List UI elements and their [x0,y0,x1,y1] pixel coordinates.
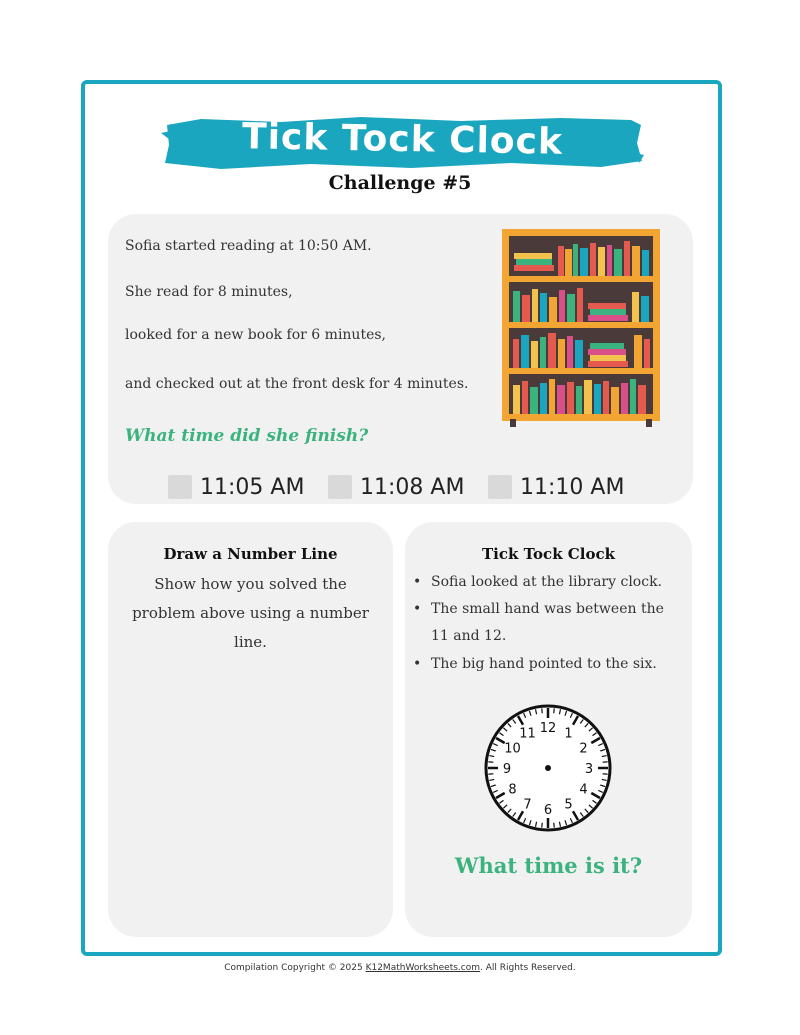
clock-clue: • The small hand was between the 11 and 12. [413,596,683,650]
clock-number: 10 [504,741,521,757]
clock-clue: • Sofia looked at the library clock. [413,569,683,596]
problem-line: looked for a new book for 6 minutes, [125,327,386,343]
minute-tick [603,762,608,763]
minute-tick [542,823,543,828]
problem-question: What time did she finish? [125,426,369,446]
answer-label: 11:10 AM [520,474,625,500]
challenge-subtitle: Challenge #5 [328,172,472,194]
minute-tick [542,708,543,713]
minute-tick [554,823,555,828]
minute-tick [554,708,555,713]
number-line-instruction: problem above using a number [132,604,369,622]
answer-choice-a[interactable] [168,473,304,501]
clock-number: 7 [523,797,532,813]
problem-line: and checked out at the front desk for 4 minutes. [125,376,469,392]
copyright-footer: Compilation Copyright © 2025 K12MathWorksheets.com. All Rights Reserved. [224,963,576,973]
clock-number: 6 [543,803,553,818]
answer-choice-c[interactable] [488,473,624,501]
clock-question: What time is it? [454,853,643,878]
footer-link[interactable]: K12MathWorksheets.com [365,963,481,973]
clock-face-icon [483,703,613,833]
clock-number: 9 [502,762,512,777]
answer-checkbox[interactable] [488,475,512,499]
bullet-icon: • [413,656,422,672]
answer-label: 11:08 AM [360,474,465,500]
page-title: Tick Tock Clock [241,116,564,163]
clock-number: 11 [519,726,536,742]
problem-line: Sofia started reading at 10:50 AM. [125,238,372,254]
bullet-icon: • [413,601,422,617]
clock-number: 4 [579,782,588,798]
answer-checkbox[interactable] [168,475,192,499]
clock-number: 1 [564,726,573,742]
clock-number: 3 [584,762,594,777]
clock-panel-heading: Tick Tock Clock [482,545,615,563]
bookshelf-illustration [502,229,660,429]
problem-line: She read for 8 minutes, [125,284,293,300]
minute-tick [603,774,608,775]
minute-tick [488,762,493,763]
number-line-heading: Draw a Number Line [163,545,338,563]
answer-label: 11:05 AM [200,474,305,500]
answer-checkbox[interactable] [328,475,352,499]
bullet-icon: • [413,574,422,590]
clock-number: 8 [508,782,517,798]
clock-number: 2 [579,741,588,757]
clock-clue: • The big hand pointed to the six. [413,651,683,678]
answer-choice-b[interactable] [328,473,464,501]
clock-number: 5 [564,797,573,813]
number-line-instruction: line. [234,633,267,651]
clock-number: 12 [539,721,557,736]
number-line-instruction: Show how you solved the [154,575,347,593]
minute-tick [488,774,493,775]
title-banner [161,113,644,171]
